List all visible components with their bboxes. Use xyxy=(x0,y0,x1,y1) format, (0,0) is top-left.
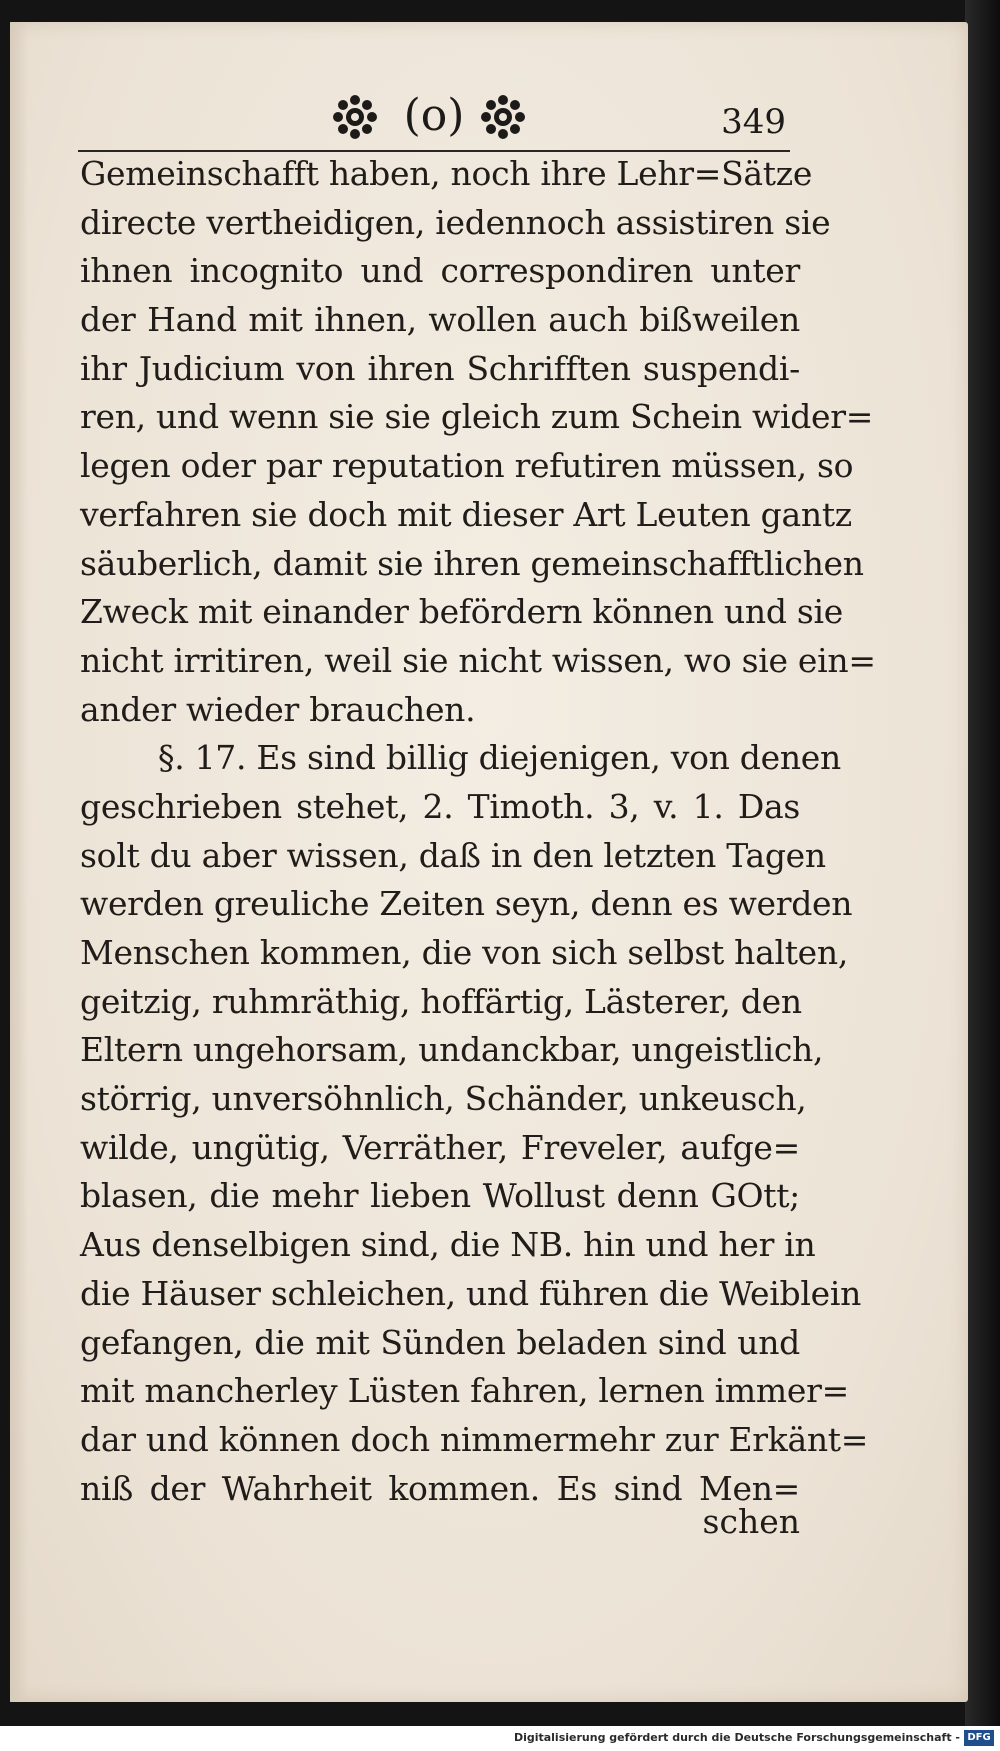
text-line: ihnen incognito und correspondiren unter xyxy=(80,251,800,291)
text-line: ihr Judicium von ihren Schrifften suspendi- xyxy=(80,348,800,388)
text-line: Zweck mit einander befördern können und sie xyxy=(80,592,844,632)
page-body-text xyxy=(80,150,876,1513)
text-line: Gemeinschafft haben, noch ihre Lehr=Sätze xyxy=(80,154,813,193)
page-gutter-shadow xyxy=(10,22,28,1702)
text-line: verfahren sie doch mit dieser Art Leuten gantz xyxy=(80,494,852,534)
digitization-footer xyxy=(0,1726,1000,1751)
rosette-ornament-icon xyxy=(332,94,378,140)
text-line: dar und können doch nimmermehr zur Erkänt= xyxy=(80,1419,869,1459)
text-line: mit mancherley Lüsten fahren, lernen immer= xyxy=(80,1371,849,1411)
signature-mark: (o) xyxy=(403,90,465,141)
text-line: directe vertheidigen, iedennoch assistiren sie xyxy=(80,202,831,242)
text-line: ander wieder brauchen. xyxy=(80,689,476,729)
text-line: gefangen, die mit Sünden beladen sind und xyxy=(80,1322,800,1362)
page-number: 349 xyxy=(721,102,786,142)
text-line: geitzig, ruhmräthig, hoffärtig, Lästerer, den xyxy=(80,981,802,1021)
text-line: Menschen kommen, die von sich selbst halten, xyxy=(80,933,849,972)
text-line: die Häuser schleichen, und führen die Weiblein xyxy=(80,1273,862,1313)
text-line: der Hand mit ihnen, wollen auch bißweilen xyxy=(80,300,800,340)
text-line: blasen, die mehr lieben Wollust denn GOtt; xyxy=(80,1176,800,1216)
text-line: geschrieben stehet, 2. Timoth. 3, v. 1. Das xyxy=(80,786,800,826)
text-line: störrig, unversöhnlich, Schänder, unkeusch, xyxy=(80,1079,807,1119)
paragraph-start-line: §. 17. Es sind billig diejenigen, von denen xyxy=(158,738,841,778)
book-edge xyxy=(965,0,1000,1751)
text-line: wilde, ungütig, Verräther, Freveler, aufge= xyxy=(80,1127,800,1167)
footer-credit: Digitalisierung gefördert durch die Deutsche Forschungsgemeinschaft - xyxy=(513,1731,960,1744)
text-line: legen oder par reputation refutiren müssen, so xyxy=(80,446,854,486)
text-line: nicht irritiren, weil sie nicht wissen, wo sie ein= xyxy=(80,640,876,680)
text-line: solt du aber wissen, daß in den letzten Tagen xyxy=(80,835,826,875)
text-line: säuberlich, damit sie ihren gemeinschafftlichen xyxy=(80,543,864,583)
dfg-logo-icon: DFG xyxy=(964,1730,994,1746)
rosette-ornament-icon xyxy=(480,94,526,140)
catchword: schen xyxy=(702,1502,800,1541)
text-line: niß der Wahrheit kommen. Es sind Men= xyxy=(80,1468,800,1508)
text-line: Eltern ungehorsam, undanckbar, ungeistlich, xyxy=(80,1030,824,1070)
page-header xyxy=(78,78,794,150)
text-line: werden greuliche Zeiten seyn, denn es werden xyxy=(80,884,853,924)
text-line: Aus denselbigen sind, die NB. hin und her in xyxy=(80,1225,816,1265)
text-line: ren, und wenn sie sie gleich zum Schein wider= xyxy=(80,397,874,437)
